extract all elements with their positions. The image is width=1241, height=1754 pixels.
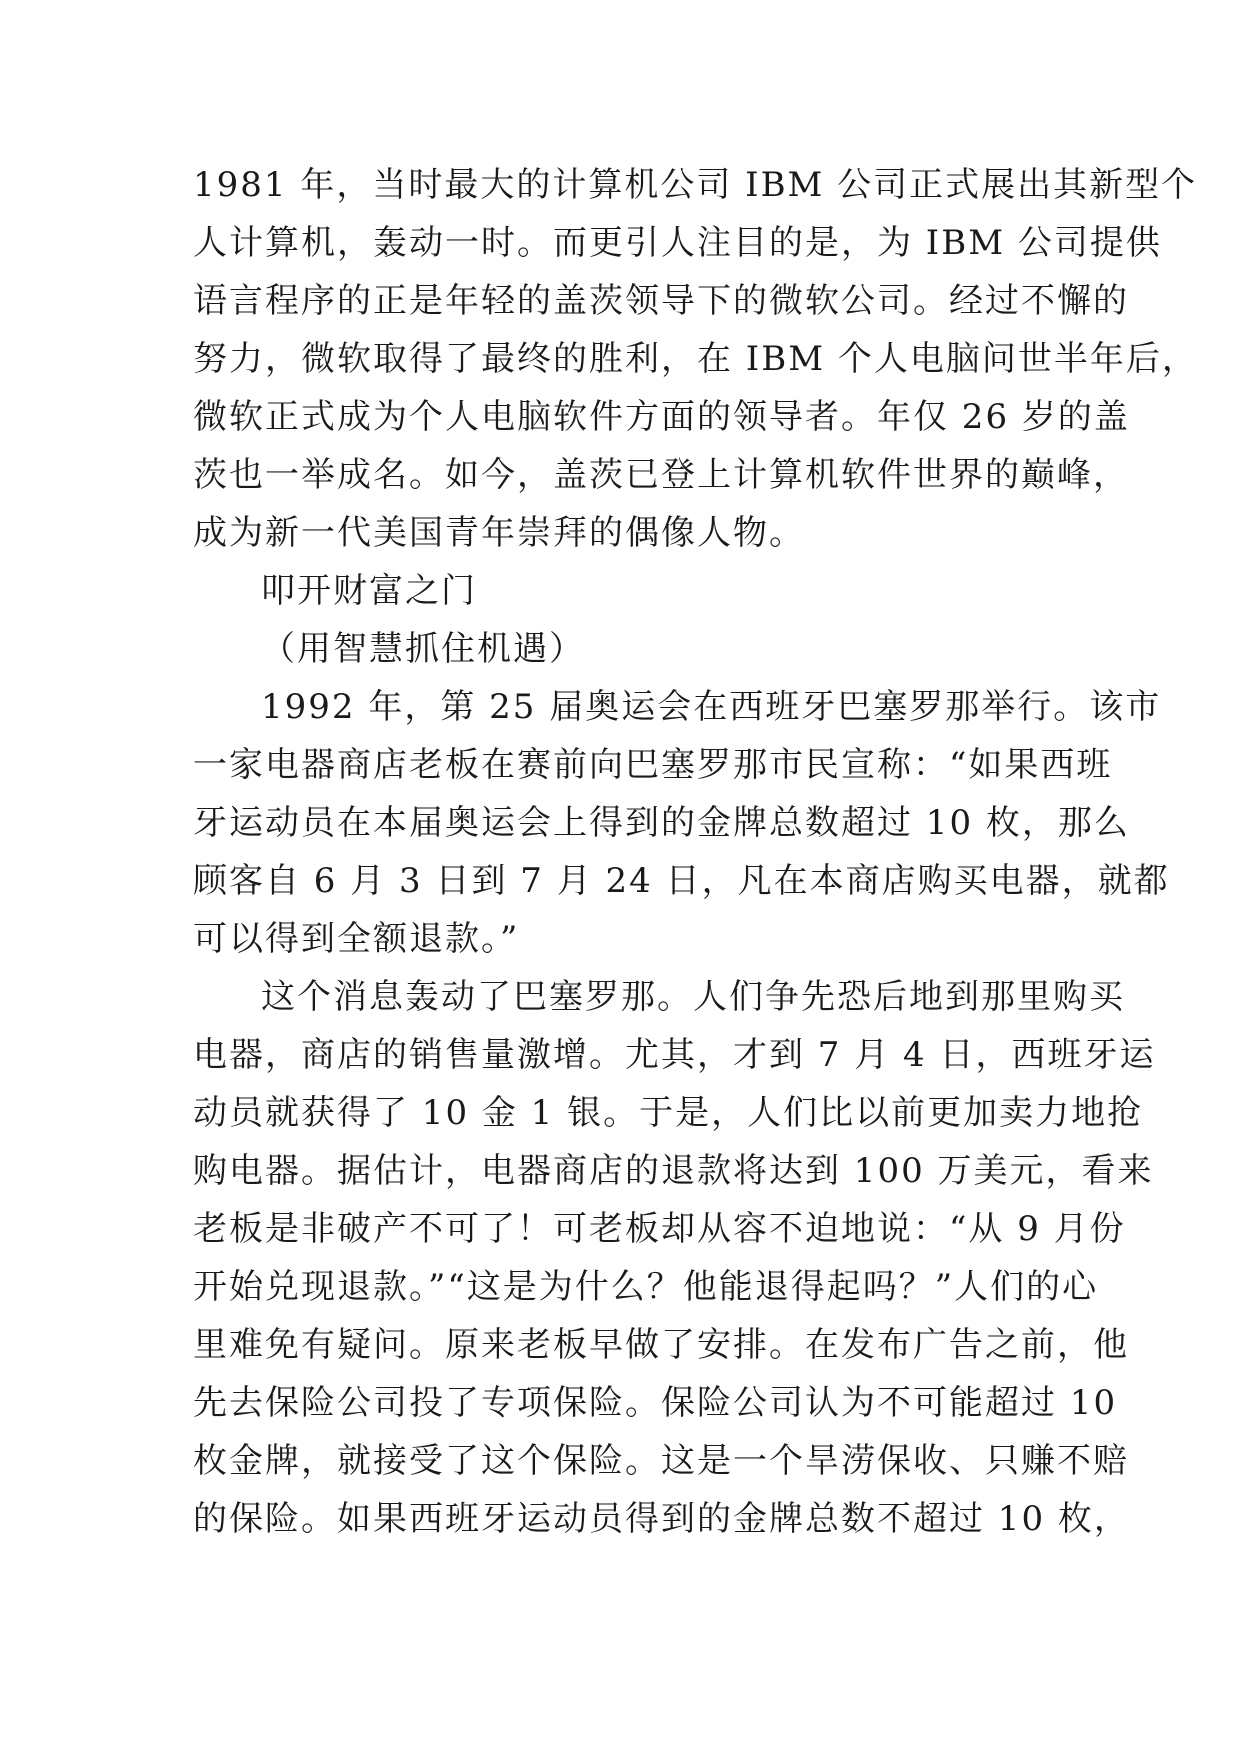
text-line: 购电器。据估计，电器商店的退款将达到 100 万美元，看来 bbox=[193, 1151, 1154, 1191]
section-subheading: （用智慧抓住机遇） bbox=[261, 629, 585, 669]
text-line: 可以得到全额退款。” bbox=[193, 919, 520, 959]
text-line: 的保险。如果西班牙运动员得到的金牌总数不超过 10 枚， bbox=[193, 1499, 1130, 1539]
text-line: 人计算机，轰动一时。而更引人注目的是，为 IBM 公司提供 bbox=[193, 223, 1162, 263]
text-line: 这个消息轰动了巴塞罗那。人们争先恐后地到那里购买 bbox=[261, 977, 1125, 1017]
text-line: 动员就获得了 10 金 1 银。于是，人们比以前更加卖力地抢 bbox=[193, 1093, 1144, 1133]
text-line: 微软正式成为个人电脑软件方面的领导者。年仅 26 岁的盖 bbox=[193, 397, 1130, 437]
text-line: 顾客自 6 月 3 日到 7 月 24 日，凡在本商店购买电器，就都 bbox=[193, 861, 1170, 901]
text-line: 1981 年，当时最大的计算机公司 IBM 公司正式展出其新型个 bbox=[193, 165, 1198, 205]
text-line: 开始兑现退款。”“这是为什么？他能退得起吗？”人们的心 bbox=[193, 1267, 1099, 1307]
text-line: 成为新一代美国青年崇拜的偶像人物。 bbox=[193, 513, 805, 553]
text-line: 里难免有疑问。原来老板早做了安排。在发布广告之前，他 bbox=[193, 1325, 1129, 1365]
text-line: 老板是非破产不可了！可老板却从容不迫地说：“从 9 月份 bbox=[193, 1209, 1126, 1249]
text-line: 茨也一举成名。如今，盖茨已登上计算机软件世界的巅峰， bbox=[193, 455, 1129, 495]
text-line: 1992 年，第 25 届奥运会在西班牙巴塞罗那举行。该市 bbox=[261, 687, 1162, 727]
text-line: 努力，微软取得了最终的胜利，在 IBM 个人电脑问世半年后， bbox=[193, 339, 1198, 379]
text-line: 一家电器商店老板在赛前向巴塞罗那市民宣称：“如果西班 bbox=[193, 745, 1113, 785]
document-body bbox=[193, 156, 1198, 1548]
text-line: 先去保险公司投了专项保险。保险公司认为不可能超过 10 bbox=[193, 1383, 1118, 1423]
section-heading: 叩开财富之门 bbox=[261, 571, 477, 611]
text-line: 枚金牌，就接受了这个保险。这是一个旱涝保收、只赚不赔 bbox=[193, 1441, 1129, 1481]
text-line: 电器，商店的销售量激增。尤其，才到 7 月 4 日，西班牙运 bbox=[193, 1035, 1156, 1075]
text-line: 语言程序的正是年轻的盖茨领导下的微软公司。经过不懈的 bbox=[193, 281, 1129, 321]
text-line: 牙运动员在本届奥运会上得到的金牌总数超过 10 枚，那么 bbox=[193, 803, 1130, 843]
